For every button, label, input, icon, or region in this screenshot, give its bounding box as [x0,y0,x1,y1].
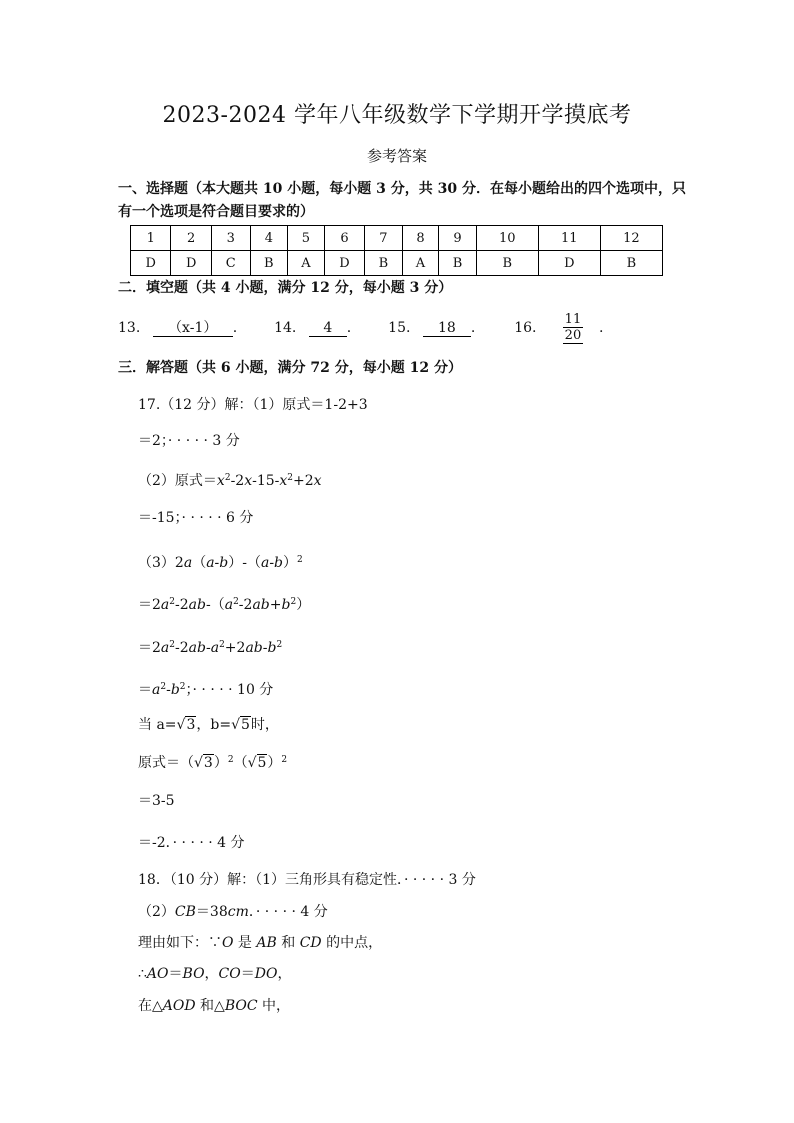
var: BOC [224,998,258,1014]
q18-line-4 [138,965,291,983]
var: a-b [260,555,284,571]
answer-table [130,225,663,276]
var: a [152,682,161,698]
text: ） [213,755,228,771]
text: +2 [224,640,246,656]
q17-line-5 [138,551,303,572]
exponent: 2 [297,555,303,565]
exponent: 2 [169,597,176,607]
question-number: 9 [439,226,476,251]
text: 原式＝（ [138,755,194,771]
var: b [267,640,277,656]
text: 和△ [195,998,225,1014]
text: ＝ [240,966,255,982]
q17-line-3 [138,469,322,490]
var: b [170,682,180,698]
q16-fraction [563,312,584,344]
var: BO [182,966,205,982]
q17-line-4: ＝-15；· · · · · 6 分 [138,510,254,526]
q17-line-12: ＝-2．· · · · · 4 分 [138,835,245,851]
text: ） [296,597,311,613]
q14-answer: 4 [309,320,347,337]
var: a [160,597,170,613]
var: a-b [206,555,229,571]
text: 是 [233,935,257,951]
exponent: 2 [179,682,186,692]
question-number: 1 [131,226,171,251]
q13-answer: （x-1） [153,320,233,337]
var: x [244,473,253,489]
text: - [262,640,268,656]
var: a [210,640,220,656]
var: CB [174,904,196,920]
text: - [205,640,211,656]
text: 和 [276,935,300,951]
text: ） [267,755,282,771]
text: 的中点， [321,935,383,951]
answer-cell: D [324,251,364,276]
answer-table-answer-row [131,251,663,276]
text: 中， [257,998,291,1014]
q16-period: . [598,320,604,336]
var: ab [252,597,270,613]
var: a [224,597,234,613]
var: ab [245,640,263,656]
text: -15- [252,473,280,489]
q17-line-8 [138,678,273,699]
exponent: 2 [281,755,288,765]
var: cm [227,904,249,920]
exponent: 2 [169,640,176,650]
var: CD [299,935,322,951]
text: ） [283,555,298,571]
var: O [222,935,234,951]
q17-line-10 [138,751,287,772]
text: ；· · · · · 10 分 [185,682,274,698]
fill-in-answers [118,312,603,346]
text: -2 [175,640,189,656]
text: ．· · · · · 4 分 [248,904,328,920]
text: -2 [230,473,245,489]
text: -（ [205,597,225,613]
q16-denominator: 20 [564,328,582,343]
q17-line-1: 17.（12 分）解：（1）原式＝1-2+3 [138,397,368,413]
page-title: 2023-2024 学年八年级数学下学期开学摸底考 [162,103,632,128]
sqrt-expression [177,716,197,734]
answer-cell: B [439,251,476,276]
text: ，b= [196,717,232,733]
text: ， [204,966,219,982]
answer-cell: D [171,251,211,276]
section3-heading: 三．解答题（共 6 小题，满分 72 分，每小题 12 分） [118,360,462,376]
question-number: 10 [476,226,538,251]
text: （ [233,755,248,771]
q17-line-7 [138,636,282,657]
question-number: 12 [600,226,662,251]
text: 当 a= [138,717,177,733]
q15-label: 15. [388,320,411,336]
question-number: 4 [250,226,287,251]
radical-sign: √ [194,755,203,771]
var: b [281,597,291,613]
text: （ [192,555,207,571]
text: +2 [293,473,314,489]
q17-line-11: ＝3-5 [138,793,175,809]
page-subtitle: 参考答案 [366,147,427,165]
var: x [313,473,322,489]
answer-cell: B [476,251,538,276]
var: ab [188,640,206,656]
text: （3）2 [138,555,184,571]
answer-cell: A [402,251,439,276]
exponent: 2 [224,473,231,483]
var: CO [218,966,241,982]
text: 时， [250,717,279,733]
var: DO [254,966,278,982]
text: ＝2 [138,597,161,613]
exponent: 2 [219,640,225,650]
question-number: 5 [288,226,325,251]
radical-sign: √ [247,755,257,771]
text: ＝38 [195,904,228,920]
q14-period: . [346,320,352,336]
q14-label: 14. [274,320,297,336]
text: ＝2 [138,640,161,656]
q18-line-3 [138,934,382,952]
exponent: 2 [276,640,283,650]
radicand: 3 [186,717,196,733]
sqrt-expression [248,754,268,772]
radicand: 3 [203,755,213,771]
answer-cell: B [600,251,662,276]
var: AB [256,935,277,951]
var: a [160,640,170,656]
sqrt-expression [231,716,251,734]
exponent: 2 [290,597,297,607]
text: ＝ [168,966,183,982]
text: -2 [175,597,189,613]
question-number: 7 [365,226,402,251]
var: AOD [162,998,196,1014]
radical-sign: √ [231,717,240,733]
text: + [269,597,282,613]
radicand: 5 [257,755,267,771]
var: a [183,555,193,571]
radicand: 5 [241,717,250,733]
var: AO [146,966,169,982]
text: 在△ [138,998,163,1014]
q15-answer: 18 [423,320,471,337]
question-number: 8 [402,226,439,251]
q18-line-2 [138,903,328,921]
q16-numerator: 11 [564,312,582,327]
answer-cell: B [365,251,402,276]
answer-cell: B [250,251,287,276]
exponent: 2 [160,682,167,692]
text: （2）原式＝ [138,473,217,489]
text: - [166,682,171,698]
exponent: 2 [227,755,234,765]
var: ab [188,597,206,613]
q13-period: . [232,320,238,336]
question-number: 6 [324,226,364,251]
q17-line-6 [138,593,310,614]
answer-cell: D [538,251,600,276]
q15-period: . [470,320,476,336]
answer-cell: D [131,251,171,276]
q13-label: 13. [118,320,141,336]
text: 理由如下：∵ [138,935,222,951]
radical-sign: √ [176,717,186,733]
var: x [216,473,225,489]
text: -2 [238,597,253,613]
section2-heading: 二．填空题（共 4 小题，满分 12 分，每小题 3 分） [118,280,453,296]
q18-line-1: 18．（10 分）解：（1）三角形具有稳定性．· · · · · 3 分 [138,872,476,888]
text: （2） [138,904,175,920]
sqrt-expression [194,754,214,772]
exponent: 2 [233,597,239,607]
exponent: 2 [287,473,294,483]
text: ∴ [138,966,147,982]
answer-table-number-row [131,226,663,251]
var: x [279,473,288,489]
question-number: 2 [171,226,211,251]
q18-line-5 [138,997,290,1015]
answer-cell: A [288,251,325,276]
question-number: 11 [538,226,600,251]
question-number: 3 [211,226,250,251]
text: ＝ [138,682,152,698]
q16-label: 16. [514,320,537,336]
text: ）-（ [228,555,261,571]
text: ， [277,966,292,982]
q17-line-2: ＝2；· · · · · 3 分 [138,433,240,449]
answer-cell: C [211,251,250,276]
section1-heading: 一、选择题（本大题共 10 小题，每小题 3 分，共 30 分．在每小题给出的四个选项中，只有一个选项是符合题目要求的） [118,181,686,220]
q17-line-9 [138,716,279,734]
